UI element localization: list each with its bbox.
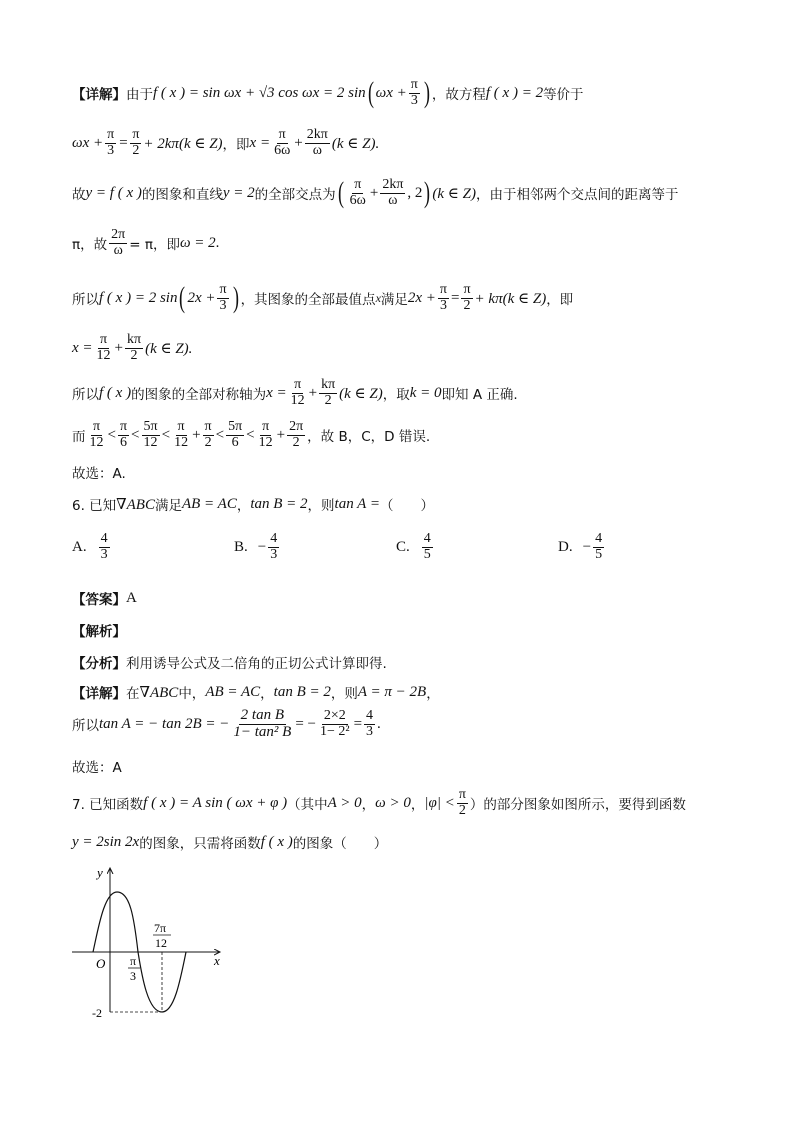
fraction-pi-12 [88, 420, 106, 450]
fraction-pi-2 [130, 128, 141, 158]
frac-num: 5π [143, 419, 158, 434]
frac-den: 3 [410, 92, 418, 108]
tick-pi-3-den: 3 [130, 969, 136, 983]
y-axis-label: y [97, 865, 103, 880]
formula: (k ∈ Z). [145, 340, 193, 357]
frac-num: π [177, 419, 185, 434]
frac-num: π [262, 419, 270, 434]
frac-num: 5π [228, 419, 243, 434]
formula: ωx + [375, 84, 407, 101]
text: = π，即 [129, 237, 180, 254]
formula: f ( x ) = A sin ( ωx + φ ) [143, 794, 288, 811]
formula: tan B = 2 [273, 683, 331, 700]
text: （其中 [287, 797, 328, 814]
frac-num: π [294, 377, 302, 392]
fraction-pi-2 [203, 420, 214, 450]
frac-num: 4 [366, 708, 374, 724]
fraction-2pi-w [109, 228, 127, 258]
frac-num: π [119, 419, 128, 434]
formula: = [118, 134, 129, 151]
text: 的全部交点为 [254, 187, 336, 204]
frac-num: 4 [595, 531, 603, 546]
frac-num: 4 [100, 531, 108, 546]
formula: x = [249, 134, 271, 151]
q7-stem-1 [72, 788, 734, 818]
text: ，即 [222, 137, 250, 154]
fraction-pi-3 [105, 128, 116, 158]
text: （ ） [379, 498, 434, 514]
fraction-2kpi-w [305, 128, 330, 158]
frac-den: 12 [290, 392, 305, 408]
fraction-pi-12 [172, 420, 190, 450]
frac-num: π [439, 282, 447, 297]
text: ， [426, 686, 440, 702]
formula: = − [295, 715, 316, 732]
formula: x = [72, 339, 93, 356]
text: ，其图象的全部最值点 [240, 292, 376, 309]
frac-den: 6ω [274, 142, 291, 158]
text: ， [410, 797, 425, 814]
option-label: B. [234, 538, 248, 555]
frac-num: π [458, 787, 466, 802]
fraction-pi-6 [118, 420, 129, 450]
frac-den: 6 [231, 434, 239, 450]
frac-den: ω [113, 242, 123, 258]
lt: < [161, 426, 171, 443]
frac-num: kπ [127, 332, 142, 347]
fenxi-tag: 【分析】 [72, 656, 126, 672]
formula: ∇ABC [139, 684, 179, 701]
detail-line-3 [72, 178, 734, 208]
text: 由于 [126, 87, 153, 104]
plus: + [308, 384, 318, 401]
frac-den: 2 [132, 142, 140, 158]
frac-den: 5 [595, 546, 603, 562]
fraction-kpi-2 [125, 333, 143, 363]
frac-den: 2 [292, 434, 300, 450]
frac-num: π [99, 332, 108, 347]
text: 故 [72, 187, 86, 204]
frac-num: π [107, 127, 115, 142]
text: ， [260, 686, 274, 702]
q7-sine-graph [70, 862, 240, 1022]
paren-close: ) [424, 176, 431, 210]
frac-num: 4 [423, 531, 431, 546]
fraction-5pi-6 [226, 420, 244, 450]
formula: f ( x ) = 2 [485, 84, 544, 101]
text: ，即 [546, 292, 574, 309]
formula: (k ∈ Z). [331, 135, 380, 152]
option-label: D. [558, 538, 573, 555]
analysis-tag: 【解析】 [72, 624, 126, 640]
q6-fenxi [72, 652, 734, 672]
frac-den: 1− 2² [319, 723, 350, 739]
formula: y = 2sin 2x [72, 833, 140, 850]
y-min-label: -2 [92, 1006, 102, 1020]
fraction-pi-2 [461, 283, 472, 313]
paren-close: ) [232, 281, 239, 315]
frac-num: π [132, 127, 140, 142]
plus: + [369, 184, 379, 201]
formula: (k ∈ Z) [432, 185, 476, 202]
answer-tag: 【答案】 [72, 592, 126, 608]
frac-num: 2kπ [306, 127, 328, 142]
q6-choice [72, 756, 734, 776]
formula: 2x + [187, 289, 216, 306]
formula: x [375, 290, 381, 305]
frac-num: π [463, 282, 471, 297]
text: 的图象和直线 [141, 187, 223, 204]
lt: < [215, 426, 225, 443]
frac-den: 2 [324, 392, 332, 408]
frac-den: 3 [439, 297, 447, 313]
fraction-kpi-2 [319, 378, 337, 408]
answer-value: A [126, 589, 137, 606]
formula: A = π − 2B [357, 683, 427, 700]
fraction-2kpi-w [380, 178, 405, 208]
frac-num: 4 [270, 531, 278, 546]
q6-detail-1 [72, 682, 734, 702]
text: 6. 已知 [72, 498, 117, 514]
frac-den: 3 [366, 723, 374, 739]
frac-den: 12 [143, 434, 158, 450]
option-label: C. [396, 538, 410, 555]
text: ，则 [330, 686, 358, 702]
text: 在 [126, 686, 140, 702]
detail-line-2 [72, 128, 734, 158]
text: ，故方程 [431, 87, 486, 104]
formula: 2x + [407, 289, 436, 306]
text: 的图象的全部对称轴为 [131, 387, 267, 404]
text: 故选：A [72, 760, 122, 776]
formula: AB = AC [181, 495, 237, 512]
paren-open: ( [179, 281, 186, 315]
q6-detail-2 [72, 708, 734, 741]
text: 而 [72, 429, 86, 446]
fraction-pi-12 [257, 420, 275, 450]
frac-num: 2 tan B [240, 707, 284, 723]
fraction-pi-3 [409, 78, 420, 108]
fraction-pi-12 [289, 378, 307, 408]
text: ， [236, 498, 251, 514]
detail-tag: 【详解】 [72, 87, 126, 104]
frac-den: 3 [270, 546, 278, 562]
frac-den: ω [312, 142, 322, 158]
text: . [215, 234, 220, 251]
frac-num: π [92, 419, 101, 434]
lt: < [131, 426, 140, 443]
formula: k = 0 [409, 384, 442, 401]
detail-line-5 [72, 283, 734, 313]
frac-den: 6ω [349, 192, 366, 208]
formula: x = [266, 384, 287, 401]
frac-den: 12 [174, 434, 189, 450]
paren-open: ( [367, 76, 374, 110]
formula: tan B = 2 [250, 495, 308, 512]
text: . [377, 715, 381, 732]
option-label: A. [72, 538, 87, 555]
equals: = [451, 289, 460, 306]
fraction-pi-6w [272, 128, 292, 158]
text: 即知 A 正确. [441, 387, 518, 404]
frac-num: 2π [289, 419, 304, 434]
frac-den: 2 [130, 347, 138, 363]
option-fraction [268, 532, 279, 562]
fraction-2x2 [318, 709, 352, 739]
formula: tan A = − tan 2B = − [99, 715, 230, 732]
frac-num: kπ [321, 377, 336, 392]
detail-line-1 [72, 78, 734, 108]
text: ， [361, 797, 376, 814]
formula: |φ| < [424, 794, 455, 811]
frac-num: π [354, 177, 362, 192]
frac-num: 2π [111, 227, 126, 242]
q6-option-c [396, 532, 435, 562]
frac-den: 2 [463, 297, 471, 313]
option-fraction [422, 532, 433, 562]
formula: (k ∈ Z) [339, 385, 383, 402]
text: 利用诱导公式及二倍角的正切公式计算即得. [126, 656, 387, 672]
fraction-pi-3 [438, 283, 449, 313]
fraction-2tanB [231, 708, 293, 741]
text: π，故 [72, 237, 108, 254]
fraction-4-3 [364, 709, 375, 739]
text: ，由于相邻两个交点间的距离等于 [476, 187, 679, 204]
q6-stem [72, 494, 734, 514]
text: ）的部分图象如图所示，要得到函数 [469, 797, 686, 814]
q6-option-d [558, 532, 606, 562]
plus: + [192, 426, 201, 443]
formula: , 2 [407, 184, 423, 201]
frac-den: 2 [458, 802, 466, 818]
option-sign: − [582, 538, 592, 555]
frac-den: 3 [100, 546, 108, 562]
frac-den: 3 [219, 297, 227, 313]
q6-analysis [72, 620, 734, 640]
detail-line-6 [72, 333, 734, 363]
formula: = [353, 715, 363, 732]
formula: A > 0 [327, 794, 362, 811]
text: ，取 [382, 387, 410, 404]
detail-line-4 [72, 228, 734, 258]
formula: + 2kπ(k ∈ Z) [143, 135, 223, 152]
q6-answer [72, 588, 734, 608]
formula: ω = 2 [179, 234, 216, 251]
paren-open: ( [337, 176, 344, 210]
formula: f ( x ) = 2 sin [99, 289, 178, 306]
formula: ωx + [72, 134, 104, 151]
text: ，则 [307, 498, 335, 514]
plus: + [114, 339, 123, 356]
q6-option-b [234, 532, 281, 562]
option-sign: − [257, 538, 267, 555]
text: 满足 [154, 498, 182, 514]
formula: f ( x ) [260, 833, 293, 850]
lt: < [107, 426, 116, 443]
frac-den: 12 [96, 347, 111, 363]
text: 所以 [72, 718, 99, 735]
fraction-2pi-2 [287, 420, 305, 450]
lt: < [246, 426, 255, 443]
text: 的图象，只需将函数 [139, 836, 261, 852]
tick-pi-3-num: π [130, 954, 137, 968]
formula: AB = AC [205, 683, 261, 700]
detail-tag: 【详解】 [72, 686, 126, 702]
option-fraction [99, 532, 110, 562]
detail-line-8 [72, 420, 734, 450]
tick-7pi-12-den: 12 [155, 936, 167, 950]
text: ，故 B，C，D 错误. [307, 429, 431, 446]
detail-line-7 [72, 378, 734, 408]
option-fraction [593, 532, 604, 562]
formula: tan A = [334, 495, 380, 512]
frac-den: 6 [120, 434, 127, 450]
text: 7. 已知函数 [72, 797, 144, 814]
text: 故选：A. [72, 466, 126, 482]
fraction-pi-2 [457, 788, 468, 818]
frac-den: 12 [89, 434, 104, 450]
frac-num: π [219, 282, 227, 297]
frac-num: π [204, 419, 212, 434]
frac-den: 5 [423, 546, 431, 562]
formula: y = f ( x ) [85, 184, 142, 201]
formula: ∇ABC [116, 496, 155, 513]
text: 满足 [380, 292, 408, 309]
x-axis-label: x [214, 953, 220, 968]
paren-close: ) [423, 76, 430, 110]
fraction-pi-6w [348, 178, 368, 208]
formula: + kπ(k ∈ Z) [474, 290, 547, 307]
fraction-pi-3 [217, 283, 228, 313]
fraction-5pi-12 [142, 420, 160, 450]
choice-line [72, 462, 734, 482]
frac-den: 12 [258, 434, 273, 450]
frac-num: π [278, 127, 286, 142]
text: 中， [178, 686, 206, 702]
text: 所以 [72, 292, 99, 309]
formula: f ( x ) [99, 384, 132, 401]
text: 所以 [72, 387, 99, 404]
q7-stem-2 [72, 832, 734, 852]
plus: + [276, 426, 286, 443]
frac-den: 3 [107, 142, 115, 158]
frac-num: 2kπ [382, 177, 404, 192]
frac-den: 2 [204, 434, 212, 450]
q6-option-a [72, 532, 112, 562]
tick-7pi-12-num: 7π [154, 921, 167, 935]
text: 等价于 [543, 87, 584, 104]
frac-den: 1− tan² B [233, 723, 292, 740]
formula: ω > 0 [375, 794, 411, 811]
origin-label: O [96, 956, 106, 971]
formula: f ( x ) = sin ωx + √3 cos ωx = 2 sin [153, 84, 366, 101]
formula: y = 2 [222, 184, 255, 201]
frac-num: 2×2 [323, 708, 346, 724]
fraction-pi-12 [95, 333, 113, 363]
plus: + [294, 134, 303, 151]
text: 的图象（ ） [292, 836, 388, 852]
frac-num: π [410, 77, 418, 92]
frac-den: ω [388, 192, 398, 208]
